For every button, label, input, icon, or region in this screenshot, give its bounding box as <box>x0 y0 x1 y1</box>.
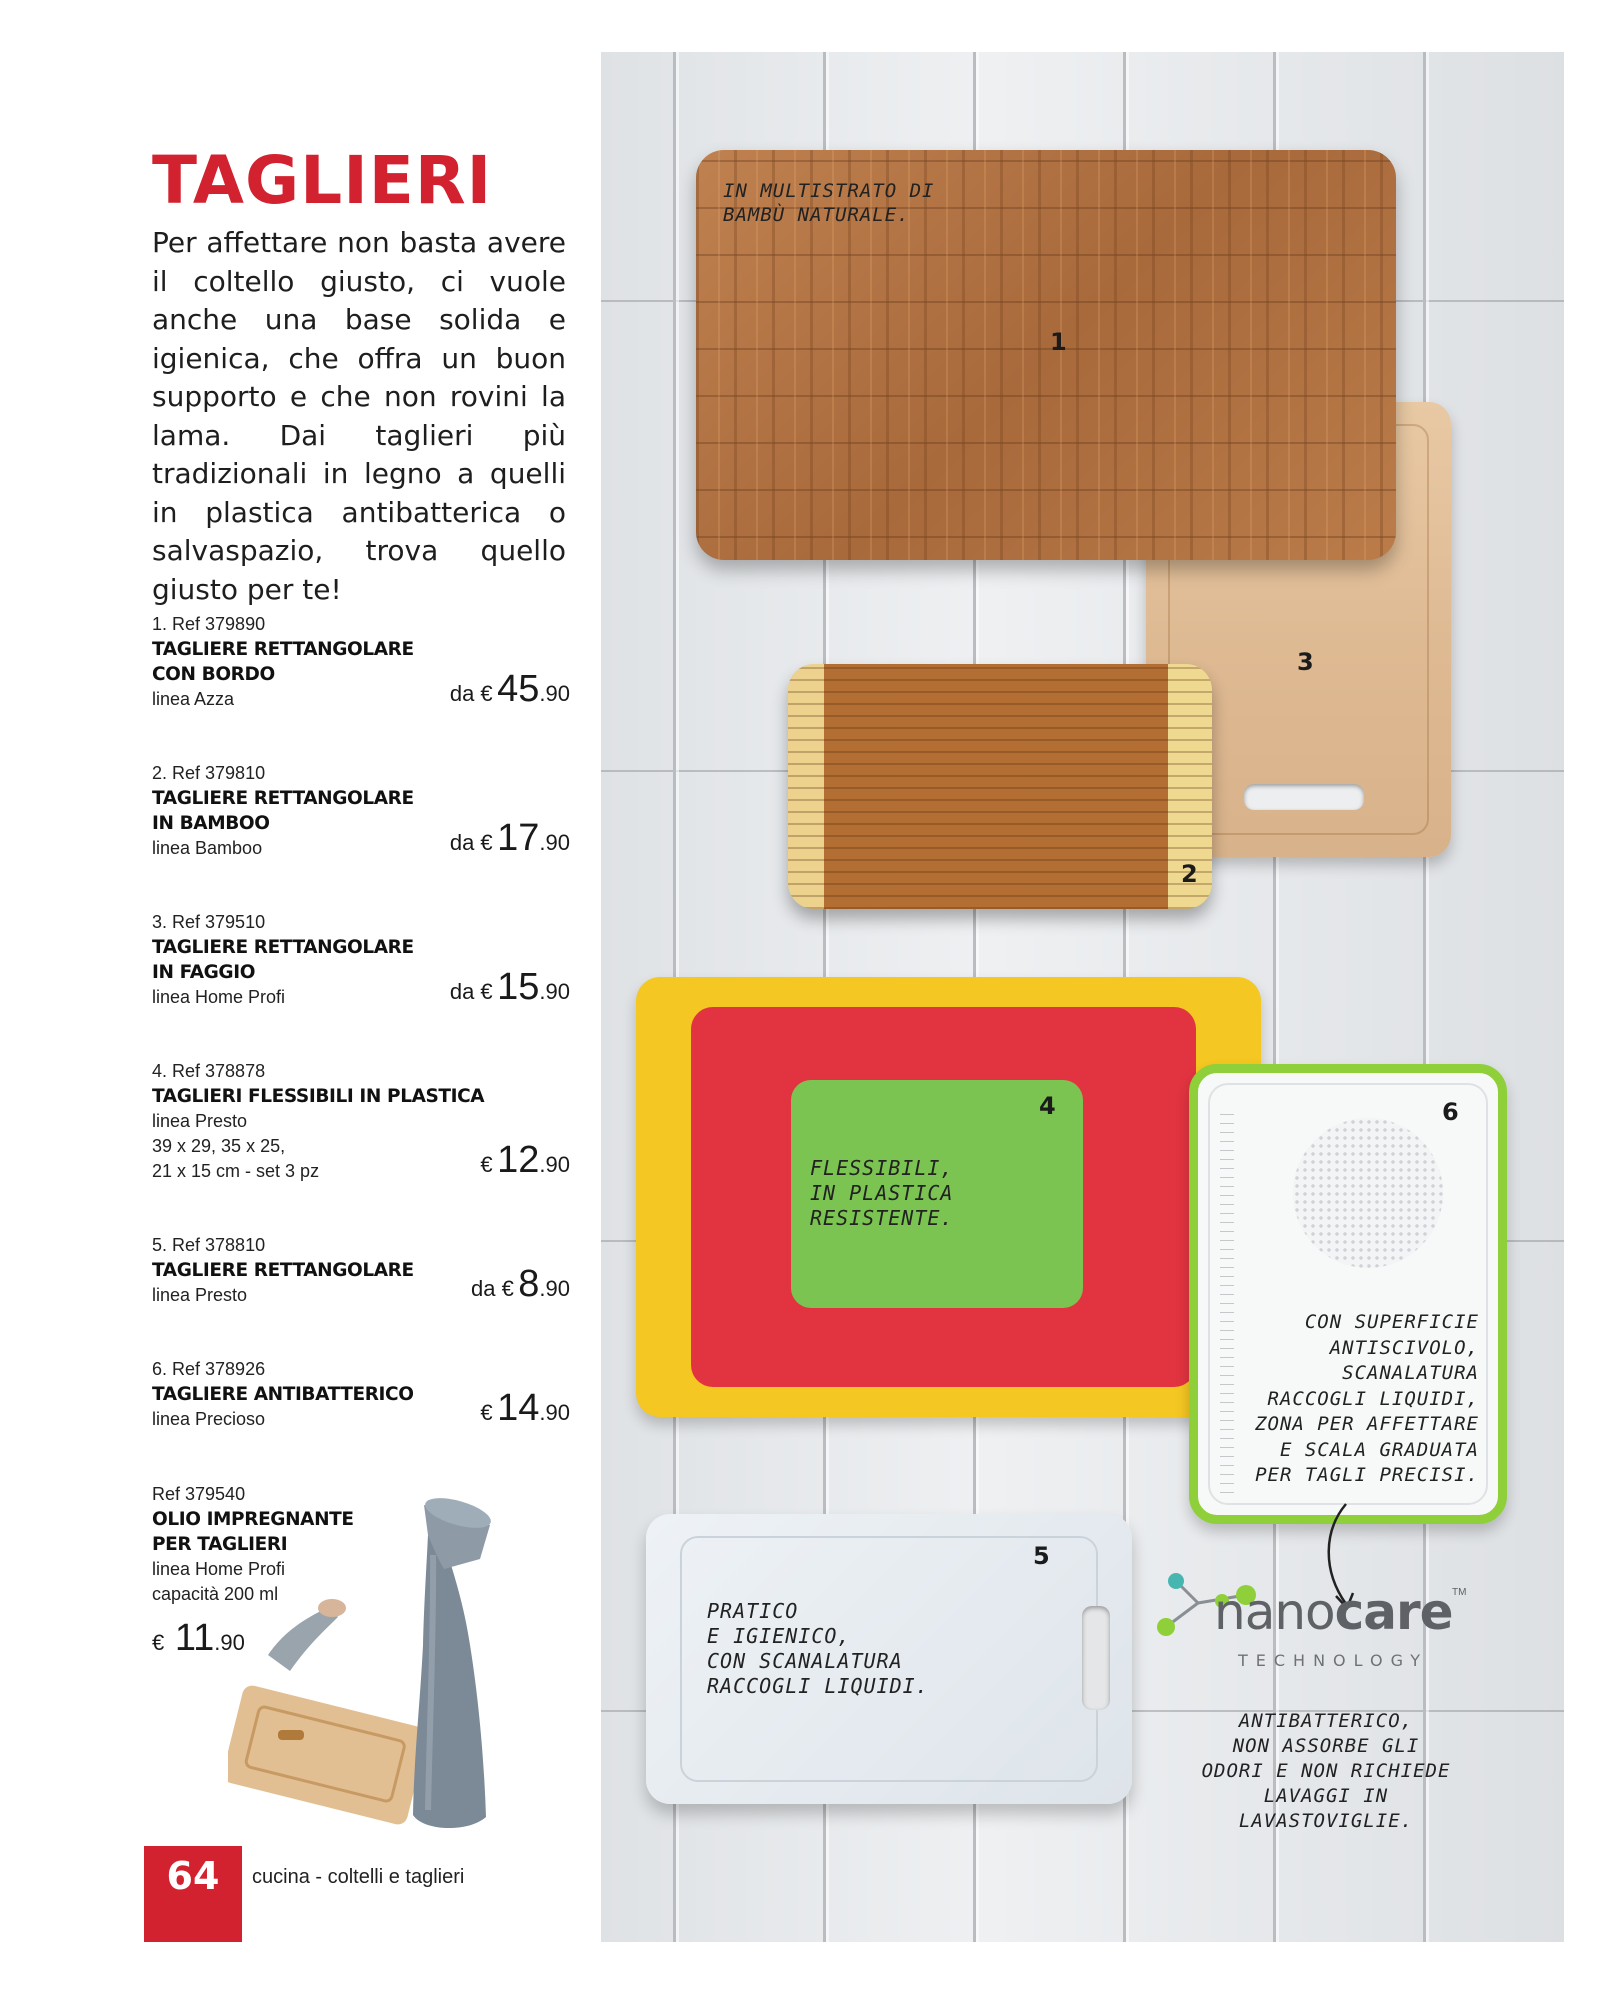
price-decimal: .90 <box>539 979 570 1004</box>
note-line: ANTISCIVOLO, <box>1329 1336 1479 1359</box>
price-integer: 8 <box>518 1263 540 1305</box>
board-4-number: 4 <box>1039 1092 1056 1120</box>
product-item-6[interactable] <box>152 1357 570 1432</box>
nanocare-note <box>1181 1709 1471 1834</box>
board-5-number: 5 <box>1033 1542 1050 1570</box>
product-line: linea Azza <box>152 689 235 709</box>
price-decimal: .90 <box>539 1276 570 1301</box>
product-line: linea Home Profi <box>152 987 286 1007</box>
price-integer: 15 <box>497 966 540 1008</box>
nanocare-word-care: care <box>1334 1583 1453 1641</box>
product-price <box>471 1263 570 1306</box>
page-title: TAGLIERI <box>152 142 493 219</box>
note-line: RACCOGLI LIQUIDI. <box>707 1674 929 1698</box>
product-name-line2: IN FAGGIO <box>152 962 256 983</box>
board-2-number: 2 <box>1181 860 1198 888</box>
large-bottle-illustration <box>413 1535 486 1828</box>
product-line: linea Presto <box>152 1285 248 1305</box>
price-decimal: .90 <box>539 1400 570 1425</box>
price-prefix: € <box>480 1152 493 1177</box>
product-line: linea Precioso <box>152 1409 266 1429</box>
board-3-number: 3 <box>1297 648 1314 676</box>
product-price <box>450 966 570 1009</box>
note-line: E IGIENICO, <box>707 1624 851 1648</box>
note-line: E SCALA GRADUATA <box>1279 1438 1479 1461</box>
board-3-handle <box>1244 784 1364 810</box>
note-line: ZONA PER AFFETTARE <box>1255 1413 1479 1435</box>
note-line: LAVASTOVIGLIE. <box>1238 1810 1414 1832</box>
note-line: PER TAGLI PRECISI. <box>1255 1464 1479 1486</box>
price-prefix: da € <box>470 1276 514 1301</box>
board-6-number: 6 <box>1442 1098 1459 1126</box>
product-name: TAGLIERE RETTANGOLARE <box>152 788 414 809</box>
product-name: TAGLIERE RETTANGOLARE <box>152 639 414 660</box>
board-1-number: 1 <box>1050 328 1067 356</box>
board-5-handle <box>1082 1606 1110 1710</box>
note-line: CON SCANALATURA <box>707 1649 903 1673</box>
price-decimal: .90 <box>539 830 570 855</box>
product-name: TAGLIERI FLESSIBILI IN PLASTICA <box>152 1086 485 1107</box>
note-line: NON ASSORBE GLI <box>1232 1735 1420 1757</box>
price-integer: 12 <box>497 1139 540 1181</box>
product-name: TAGLIERE RETTANGOLARE <box>152 1260 414 1281</box>
price-prefix: € <box>152 1630 165 1655</box>
product-item-3[interactable] <box>152 910 570 1010</box>
page-number-badge <box>144 1846 242 1942</box>
price-decimal: .90 <box>539 681 570 706</box>
board-2-bamboo <box>788 664 1212 909</box>
product-ref: 1. Ref 379890 <box>152 614 266 634</box>
price-integer: 14 <box>497 1387 540 1429</box>
product-sizes-2: 21 x 15 cm - set 3 pz <box>152 1161 320 1181</box>
note-line: IN MULTISTRATO DI <box>723 180 935 202</box>
price-decimal: .90 <box>214 1630 245 1655</box>
product-price <box>480 1387 570 1430</box>
product-photo-panel <box>601 52 1564 1942</box>
note-line: PRATICO <box>707 1599 799 1623</box>
board-5-note <box>707 1599 929 1699</box>
product-name: TAGLIERE RETTANGOLARE <box>152 937 414 958</box>
product-line: linea Home Profi <box>152 1559 286 1579</box>
product-item-1[interactable] <box>152 612 570 712</box>
note-line: BAMBÙ NATURALE. <box>723 204 910 226</box>
board-4-note <box>810 1156 953 1231</box>
product-ref: 6. Ref 378926 <box>152 1359 266 1379</box>
note-line: CON SUPERFICIE <box>1304 1311 1479 1333</box>
product-name: TAGLIERE ANTIBATTERICO <box>152 1384 414 1405</box>
note-line: FLESSIBILI, <box>810 1156 954 1180</box>
product-price <box>450 817 570 860</box>
product-name-line2: PER TAGLIERI <box>152 1534 288 1555</box>
nanocare-logo <box>1156 1567 1476 1677</box>
price-decimal: .90 <box>539 1152 570 1177</box>
intro-text: Per affettare non basta avere il coltello giusto, ci vuole anche una base solida e igienica, che offra un buon supporto e che non rovini la lama. Dai taglieri più tradizionali in legno a quelli in plastica antibatterica o salvaspazio, trova quello giusto per te! <box>152 226 566 606</box>
price-prefix: € <box>480 1400 493 1425</box>
note-line: IN PLASTICA <box>810 1181 954 1205</box>
page-number: 64 <box>166 1854 220 1898</box>
product-capacity: capacità 200 ml <box>152 1584 279 1604</box>
product-ref: Ref 379540 <box>152 1484 246 1504</box>
board-6-antislip-dots <box>1293 1118 1443 1268</box>
product-line: linea Presto <box>152 1111 248 1131</box>
product-ref: 4. Ref 378878 <box>152 1061 266 1081</box>
product-item-4[interactable] <box>152 1059 570 1184</box>
small-bottle-illustration <box>268 1607 338 1671</box>
product-item-2[interactable] <box>152 761 570 861</box>
note-line: LAVAGGI IN <box>1263 1785 1389 1807</box>
board-6-note <box>1211 1310 1479 1489</box>
nanocare-wordmark <box>1214 1583 1453 1641</box>
product-item-5[interactable] <box>152 1233 570 1308</box>
price-prefix: da € <box>449 979 493 1004</box>
nanocare-technology: TECHNOLOGY <box>1238 1651 1428 1670</box>
price-integer: 17 <box>497 817 540 859</box>
price-prefix: da € <box>449 830 493 855</box>
product-ref: 5. Ref 378810 <box>152 1235 266 1255</box>
nanocare-word-nano: nano <box>1214 1583 1335 1641</box>
price-prefix: da € <box>449 681 493 706</box>
product-price <box>450 668 570 711</box>
note-line: RACCOGLI LIQUIDI, <box>1267 1387 1479 1410</box>
product-sizes: 39 x 29, 35 x 25, <box>152 1136 286 1156</box>
footer-section: cucina - coltelli e taglieri <box>252 1866 465 1888</box>
note-line: RESISTENTE. <box>810 1206 954 1230</box>
product-price <box>480 1139 570 1182</box>
oil-bottle-image <box>228 1495 548 1840</box>
product-name-line2: CON BORDO <box>152 664 275 685</box>
trademark-mark: TM <box>1452 1587 1467 1598</box>
product-ref: 2. Ref 379810 <box>152 763 266 783</box>
product-ref: 3. Ref 379510 <box>152 912 266 932</box>
note-line: ODORI E NON RICHIEDE <box>1201 1760 1451 1782</box>
price-integer: 45 <box>497 668 540 710</box>
note-line: SCANALATURA <box>1342 1362 1479 1384</box>
note-line: ANTIBATTERICO, <box>1238 1710 1414 1732</box>
wooden-board-illustration <box>228 1684 429 1827</box>
product-name: OLIO IMPREGNANTE <box>152 1509 354 1530</box>
price-integer: 11 <box>174 1617 215 1659</box>
product-line: linea Bamboo <box>152 838 263 858</box>
product-name-line2: IN BAMBOO <box>152 813 270 834</box>
board-1-note <box>723 179 934 227</box>
